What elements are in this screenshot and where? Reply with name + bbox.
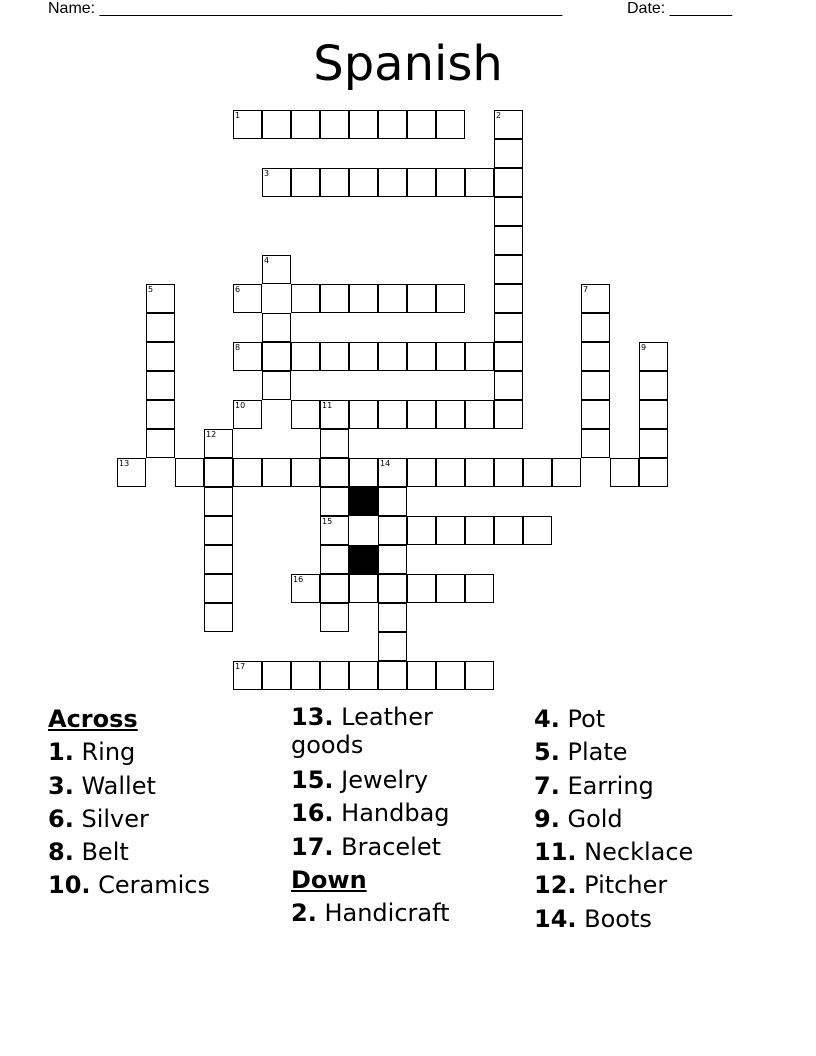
grid-cell[interactable] (291, 400, 320, 429)
grid-cell[interactable] (494, 313, 523, 342)
clue-down-11: 11. Necklace (534, 838, 694, 867)
grid-cell[interactable] (465, 574, 494, 603)
grid-cell[interactable] (291, 284, 320, 313)
clue-down-14: 14. Boots (534, 904, 652, 933)
grid-cell[interactable] (581, 342, 610, 371)
grid-cell[interactable] (407, 516, 436, 545)
cell-number: 7 (583, 285, 589, 294)
cell-number: 11 (322, 401, 333, 410)
grid-cell[interactable] (349, 168, 378, 197)
grid-cell[interactable] (494, 139, 523, 168)
grid-cell[interactable] (146, 371, 175, 400)
grid-cell[interactable] (639, 458, 668, 487)
grid-cell[interactable] (494, 284, 523, 313)
name-field-label: Name: ____________________________________________________ (48, 0, 563, 17)
grid-cell[interactable] (204, 487, 233, 516)
cell-number: 5 (148, 285, 154, 294)
grid-cell[interactable] (320, 603, 349, 632)
grid-cell[interactable] (407, 661, 436, 690)
grid-cell[interactable] (581, 284, 610, 313)
grid-cell[interactable] (581, 400, 610, 429)
grid-cell[interactable] (262, 110, 291, 139)
grid-cell[interactable] (291, 458, 320, 487)
cell-number: 16 (293, 575, 304, 584)
grid-cell[interactable] (494, 197, 523, 226)
grid-cell[interactable] (639, 400, 668, 429)
grid-cell[interactable] (233, 110, 262, 139)
grid-cell[interactable] (378, 603, 407, 632)
grid-cell[interactable] (262, 458, 291, 487)
grid-cell[interactable] (407, 342, 436, 371)
clue-across-16: 16. Handbag (291, 799, 450, 828)
grid-cell[interactable] (204, 516, 233, 545)
grid-cell[interactable] (523, 458, 552, 487)
grid-cell[interactable] (494, 226, 523, 255)
grid-cell[interactable] (320, 342, 349, 371)
clue-down-9: 9. Gold (534, 804, 623, 833)
clue-down-2: 2. Handicraft (291, 899, 450, 928)
grid-cell[interactable] (204, 574, 233, 603)
cell-number: 6 (235, 285, 241, 294)
grid-cell[interactable] (407, 400, 436, 429)
grid-cell[interactable] (436, 284, 465, 313)
across-heading: Across (48, 705, 138, 733)
grid-cell[interactable] (349, 458, 378, 487)
grid-cell[interactable] (494, 110, 523, 139)
grid-cell[interactable] (436, 516, 465, 545)
grid-cell[interactable] (320, 284, 349, 313)
grid-cell[interactable] (291, 110, 320, 139)
cell-number: 12 (206, 430, 217, 439)
grid-cell[interactable] (378, 284, 407, 313)
grid-cell[interactable] (320, 574, 349, 603)
down-heading: Down (291, 865, 367, 894)
grid-cell[interactable] (349, 284, 378, 313)
cell-number: 15 (322, 517, 333, 526)
grid-cell[interactable] (407, 168, 436, 197)
grid-cell[interactable] (175, 458, 204, 487)
clue-down-5: 5. Plate (534, 738, 628, 767)
grid-cell[interactable] (349, 661, 378, 690)
grid-cell[interactable] (320, 487, 349, 516)
grid-cell[interactable] (349, 400, 378, 429)
grid-cell[interactable] (204, 603, 233, 632)
grid-block (349, 487, 378, 516)
cell-number: 13 (119, 459, 130, 468)
cell-number: 4 (264, 256, 270, 265)
grid-cell[interactable] (262, 313, 291, 342)
grid-cell[interactable] (494, 458, 523, 487)
grid-cell[interactable] (233, 284, 262, 313)
grid-cell[interactable] (146, 429, 175, 458)
grid-cell[interactable] (523, 516, 552, 545)
clue-column-1 (48, 703, 288, 903)
grid-cell[interactable] (581, 371, 610, 400)
grid-cell[interactable] (378, 632, 407, 661)
grid-cell[interactable] (233, 400, 262, 429)
grid-cell[interactable] (378, 342, 407, 371)
cell-number: 3 (264, 169, 270, 178)
grid-cell[interactable] (494, 342, 523, 371)
grid-cell[interactable] (320, 429, 349, 458)
clue-down-7: 7. Earring (534, 771, 654, 800)
clue-across-15: 15. Jewelry (291, 766, 429, 794)
grid-cell[interactable] (465, 400, 494, 429)
grid-cell[interactable] (581, 313, 610, 342)
grid-cell[interactable] (146, 284, 175, 313)
grid-cell[interactable] (146, 313, 175, 342)
grid-cell[interactable] (349, 342, 378, 371)
grid-cell[interactable] (465, 516, 494, 545)
grid-cell[interactable] (262, 342, 291, 371)
clue-across-3: 3. Wallet (48, 771, 156, 800)
grid-cell[interactable] (320, 545, 349, 574)
clue-down-12: 12. Pitcher (534, 871, 668, 900)
grid-cell[interactable] (378, 574, 407, 603)
grid-cell[interactable] (407, 284, 436, 313)
grid-cell[interactable] (320, 458, 349, 487)
grid-cell[interactable] (320, 400, 349, 429)
grid-cell[interactable] (610, 458, 639, 487)
clue-across-1: 1. Ring (48, 738, 136, 767)
clue-column-3 (534, 703, 774, 936)
grid-cell[interactable] (262, 371, 291, 400)
clue-column-2 (291, 703, 491, 930)
grid-cell[interactable] (233, 661, 262, 690)
grid-cell[interactable] (494, 516, 523, 545)
grid-cell[interactable] (436, 110, 465, 139)
cell-number: 9 (641, 343, 647, 352)
grid-cell[interactable] (465, 342, 494, 371)
grid-cell[interactable] (320, 516, 349, 545)
grid-cell[interactable] (262, 255, 291, 284)
grid-cell[interactable] (320, 168, 349, 197)
cell-number: 17 (235, 662, 246, 671)
grid-cell[interactable] (291, 168, 320, 197)
grid-cell[interactable] (494, 168, 523, 197)
grid-cell[interactable] (204, 429, 233, 458)
grid-cell[interactable] (436, 661, 465, 690)
grid-cell[interactable] (552, 458, 581, 487)
grid-cell[interactable] (436, 400, 465, 429)
grid-cell[interactable] (117, 458, 146, 487)
grid-cell[interactable] (146, 400, 175, 429)
clue-across-6: 6. Silver (48, 804, 149, 833)
grid-cell[interactable] (233, 458, 262, 487)
grid-cell[interactable] (378, 168, 407, 197)
grid-cell[interactable] (494, 371, 523, 400)
grid-cell[interactable] (378, 661, 407, 690)
page-title: Spanish (313, 36, 503, 92)
grid-cell[interactable] (639, 371, 668, 400)
grid-cell[interactable] (494, 255, 523, 284)
grid-cell[interactable] (407, 574, 436, 603)
grid-cell[interactable] (378, 516, 407, 545)
clue-across-10: 10. Ceramics (48, 871, 210, 900)
grid-cell[interactable] (262, 661, 291, 690)
grid-cell[interactable] (233, 342, 262, 371)
grid-cell[interactable] (436, 342, 465, 371)
grid-cell[interactable] (378, 545, 407, 574)
grid-cell[interactable] (146, 342, 175, 371)
grid-cell[interactable] (262, 168, 291, 197)
grid-cell[interactable] (639, 342, 668, 371)
grid-cell[interactable] (436, 458, 465, 487)
grid-cell[interactable] (407, 458, 436, 487)
grid-cell[interactable] (465, 458, 494, 487)
grid-cell[interactable] (378, 400, 407, 429)
grid-cell[interactable] (378, 458, 407, 487)
cell-number: 8 (235, 343, 241, 352)
grid-cell[interactable] (407, 110, 436, 139)
grid-block (349, 545, 378, 574)
cell-number: 1 (235, 111, 241, 120)
grid-cell[interactable] (349, 110, 378, 139)
grid-cell[interactable] (436, 168, 465, 197)
clue-across-8: 8. Belt (48, 838, 129, 867)
grid-cell[interactable] (204, 545, 233, 574)
grid-cell[interactable] (378, 487, 407, 516)
date-field-label: Date: _______ (627, 0, 732, 17)
clue-across-13: 13. Leather goods (291, 703, 433, 759)
grid-cell[interactable] (581, 429, 610, 458)
grid-cell[interactable] (291, 661, 320, 690)
clue-across-17: 17. Bracelet (291, 832, 441, 861)
grid-cell[interactable] (291, 574, 320, 603)
cell-number: 14 (380, 459, 391, 468)
grid-cell[interactable] (639, 429, 668, 458)
grid-cell[interactable] (320, 661, 349, 690)
grid-cell[interactable] (436, 574, 465, 603)
grid-cell[interactable] (378, 110, 407, 139)
grid-cell[interactable] (291, 342, 320, 371)
cell-number: 2 (496, 111, 502, 120)
grid-cell[interactable] (465, 661, 494, 690)
grid-cell[interactable] (204, 458, 233, 487)
grid-cell[interactable] (465, 168, 494, 197)
grid-cell[interactable] (320, 110, 349, 139)
grid-cell[interactable] (349, 574, 378, 603)
clue-down-4: 4. Pot (534, 705, 606, 733)
grid-cell[interactable] (494, 400, 523, 429)
cell-number: 10 (235, 401, 246, 410)
